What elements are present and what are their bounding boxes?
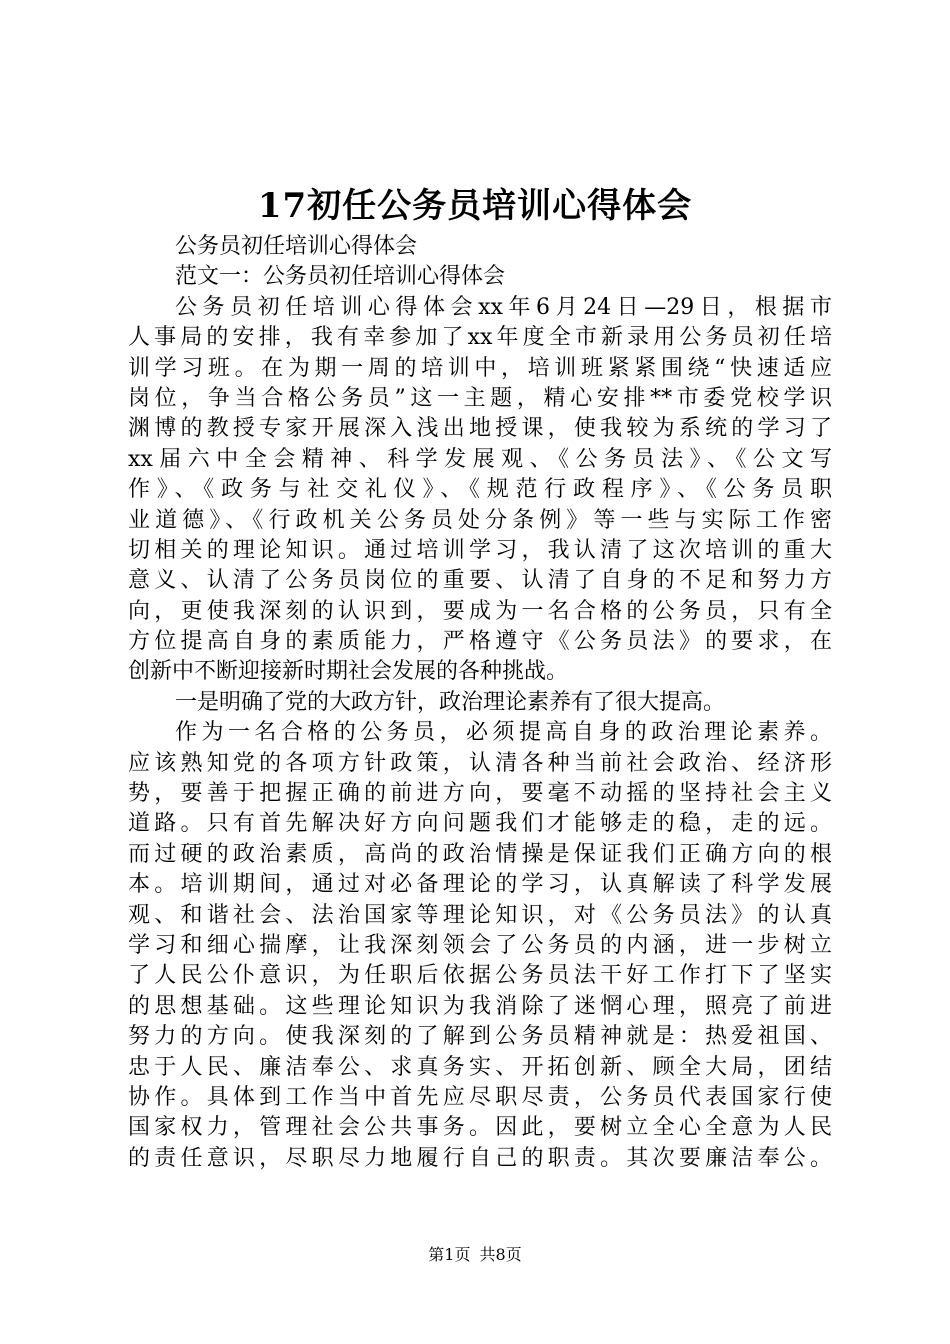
page-footer: 第1页 共8页	[428, 1245, 522, 1264]
text-line: 公务员初任培训心得体会	[175, 234, 418, 259]
text-line: 创新中不断迎接新时期社会发展的各种挑战。	[128, 659, 569, 685]
text-line: 国家权力，管理社会公共事务。因此，要树立全心全意为人民	[128, 1115, 832, 1141]
text-line: 作》、《政务与社交礼仪》、《规范行政程序》、《公务员职	[128, 477, 832, 503]
text-line: 协作。具体到工作当中首先应尽职尽责，公务员代表国家行使	[128, 1084, 832, 1110]
text-line: xx届六中全会精神、科学发展观、《公务员法》、《公文写	[128, 446, 832, 472]
text-line: 渊博的教授专家开展深入浅出地授课，使我较为系统的学习了	[128, 416, 832, 442]
text-line: 的思想基础。这些理论知识为我消除了迷惘心理，照亮了前进	[128, 993, 832, 1019]
text-line: 忠于人民、廉洁奉公、求真务实、开拓创新、顾全大局，团结	[128, 1054, 832, 1080]
text-line: 向，更使我深刻的认识到，要成为一名合格的公务员，只有全	[128, 598, 832, 624]
text-line: 道路。只有首先解决好方向问题我们才能够走的稳，走的远。	[128, 811, 832, 837]
document-title: 17初任公务员培训心得体会	[257, 186, 693, 226]
text-line: 作为一名合格的公务员，必须提高自身的政治理论素养。	[175, 720, 832, 746]
text-line: 努力的方向。使我深刻的了解到公务员精神就是：热爱祖国、	[128, 1024, 832, 1050]
text-line: 的责任意识，尽职尽力地履行自己的职责。其次要廉洁奉公。	[128, 1145, 832, 1171]
text-line: 公务员初任培训心得体会xx年6月24日—29日，根据市	[175, 294, 832, 320]
document-body	[128, 232, 832, 1174]
text-line: 应该熟知党的各项方针政策，认清各种当前社会政治、经济形	[128, 750, 832, 776]
text-line: 范文一：公务员初任培训心得体会	[175, 264, 506, 290]
text-line: 而过硬的政治素质，高尚的政治情操是保证我们正确方向的根	[128, 841, 832, 867]
text-line: 本。培训期间，通过对必备理论的学习，认真解读了科学发展	[128, 872, 832, 898]
text-line: 业道德》、《行政机关公务员处分条例》等一些与实际工作密	[128, 507, 832, 533]
text-line: 学习和细心揣摩，让我深刻领会了公务员的内涵，进一步树立	[128, 932, 832, 958]
text-line: 切相关的理论知识。通过培训学习，我认清了这次培训的重大	[128, 537, 832, 563]
text-line: 人事局的安排，我有幸参加了xx年度全市新录用公务员初任培	[128, 325, 832, 351]
text-line: 势，要善于把握正确的前进方向，要毫不动摇的坚持社会主义	[128, 781, 832, 807]
text-line: 观、和谐社会、法治国家等理论知识，对《公务员法》的认真	[128, 902, 832, 928]
text-line: 训学习班。在为期一周的培训中，培训班紧紧围绕“快速适应	[128, 355, 832, 381]
text-line: 意义、认清了公务员岗位的重要、认清了自身的不足和努力方	[128, 568, 832, 594]
text-line: 方位提高自身的素质能力，严格遵守《公务员法》的要求，在	[128, 629, 832, 655]
text-line: 岗位，争当合格公务员”这一主题，精心安排**市委党校学识	[128, 385, 832, 411]
text-line: 了人民公仆意识，为任职后依据公务员法干好工作打下了坚实	[128, 963, 832, 989]
text-line: 一是明确了党的大政方针，政治理论素养有了很大提高。	[175, 689, 726, 715]
